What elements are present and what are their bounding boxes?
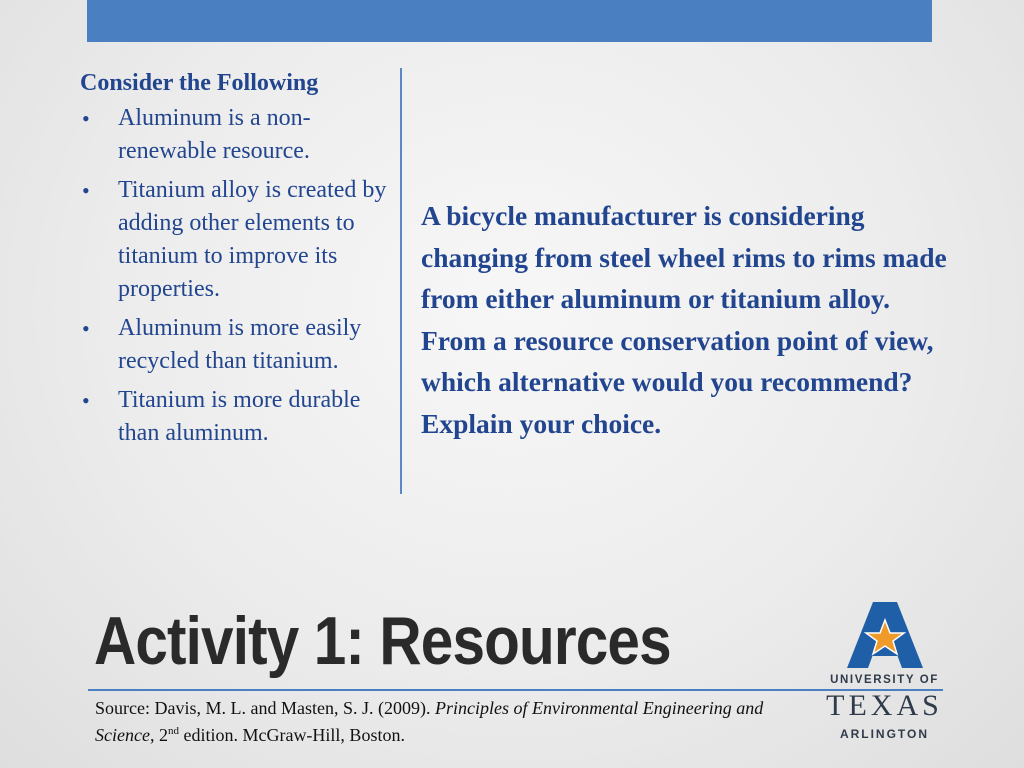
- left-heading: Consider the Following: [80, 70, 319, 96]
- bullet-item: [80, 384, 398, 450]
- bullet-dot-icon: •: [82, 388, 90, 413]
- bullet-dot-icon: •: [82, 106, 90, 131]
- source-citation: [95, 695, 815, 749]
- bullet-item: [80, 174, 398, 306]
- bullet-item: [80, 102, 398, 168]
- uta-a-star-icon: [846, 600, 924, 670]
- bullet-text: Aluminum is a non-renewable resource.: [118, 105, 311, 164]
- bullet-item: [80, 312, 398, 378]
- logo-university-of: UNIVERSITY OF: [830, 674, 939, 686]
- left-content-panel: [80, 68, 398, 456]
- bullet-text: Titanium alloy is created by adding other elements to titanium to improve its properties.: [118, 177, 387, 302]
- bullet-dot-icon: •: [82, 178, 90, 203]
- bullet-text: Titanium is more durable than aluminum.: [118, 387, 361, 446]
- logo-arlington: ARLINGTON: [839, 727, 930, 741]
- source-book-title: Principles of Environmental Engineering and Science: [95, 698, 764, 745]
- question-text: A bicycle manufacturer is considering changing from steel wheel rims to rims made from either aluminum or titanium alloy. From a resource conservation point of view, which alternative would you recommend? Explain your choice.: [421, 200, 947, 439]
- slide-title: Activity 1: Resources: [94, 603, 671, 679]
- vertical-divider: [400, 68, 402, 494]
- top-accent-bar: [87, 0, 932, 42]
- source-separator: , 2: [149, 725, 168, 745]
- source-edition-sup: nd: [167, 725, 179, 737]
- logo-texas: TEXAS: [826, 689, 943, 722]
- horizontal-rule: [88, 689, 943, 691]
- source-prefix: Source: Davis, M. L. and Masten, S. J. (2009).: [95, 698, 435, 718]
- bullet-dot-icon: •: [82, 316, 90, 341]
- bullet-text: Aluminum is more easily recycled than titanium.: [118, 315, 362, 374]
- bullet-list: [80, 102, 398, 450]
- university-logo: [822, 600, 947, 750]
- source-suffix: edition. McGraw-Hill, Boston.: [178, 725, 405, 745]
